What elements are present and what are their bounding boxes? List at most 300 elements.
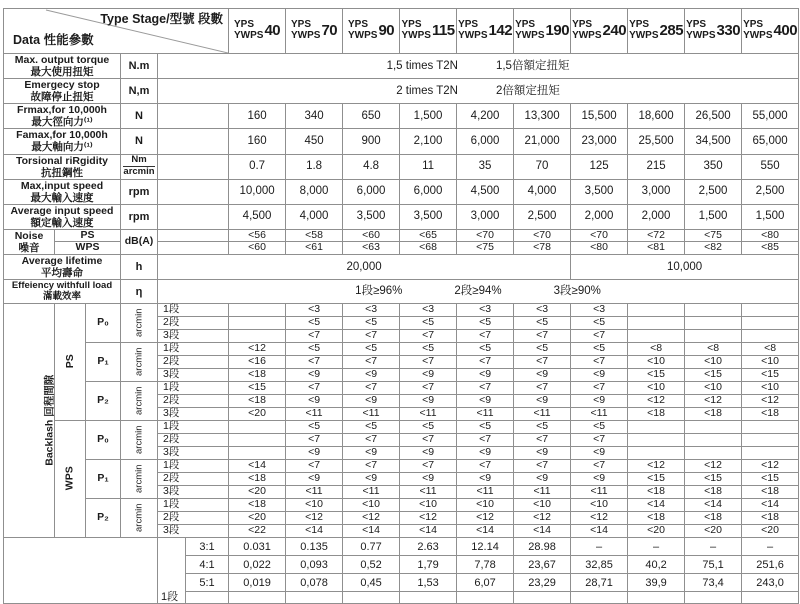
backlash-value: <8 xyxy=(628,343,685,356)
backlash-value xyxy=(628,447,685,460)
row-label-en: Frmax,for 10,000h xyxy=(17,104,107,117)
ratio-label xyxy=(186,592,229,604)
arcmin-unit-cell xyxy=(121,304,158,343)
spec-value: 3,000 xyxy=(457,204,514,229)
spec-value: 18,600 xyxy=(628,104,685,129)
row-label-en: Max. output torque xyxy=(14,54,110,66)
backlash-value: <12 xyxy=(742,460,799,473)
backlash-value: <7 xyxy=(286,460,343,473)
spec-value: 125 xyxy=(571,154,628,179)
arcmin-unit-cell xyxy=(121,421,158,460)
noise-value: <75 xyxy=(685,229,742,242)
backlash-value: <7 xyxy=(571,330,628,343)
backlash-value: <20 xyxy=(229,408,286,421)
backlash-value xyxy=(229,330,286,343)
backlash-value: <11 xyxy=(514,486,571,499)
backlash-value: <9 xyxy=(457,395,514,408)
backlash-value: <10 xyxy=(286,499,343,512)
backlash-value: <9 xyxy=(571,473,628,486)
backlash-value: <18 xyxy=(229,499,286,512)
spec-value: 35 xyxy=(457,154,514,179)
stage-label: 2段 xyxy=(158,395,229,408)
series-ywps: YWPS xyxy=(401,30,431,41)
spec-value: 23,000 xyxy=(571,129,628,154)
gap-cell xyxy=(158,129,229,154)
backlash-value: <7 xyxy=(571,382,628,395)
series-ywps: YWPS xyxy=(290,30,321,41)
backlash-value: <7 xyxy=(343,356,400,369)
spec-value: 21,000 xyxy=(514,129,571,154)
precision-class-label: P₀ xyxy=(86,421,121,460)
spec-value: 3,500 xyxy=(343,204,400,229)
backlash-value: <7 xyxy=(286,434,343,447)
stage-label: 1段 xyxy=(158,421,229,434)
noise-value: <63 xyxy=(343,242,400,255)
backlash-value xyxy=(628,317,685,330)
backlash-value: <20 xyxy=(229,512,286,525)
backlash-value: <7 xyxy=(514,382,571,395)
backlash-value: <10 xyxy=(343,499,400,512)
backlash-value xyxy=(229,434,286,447)
noise-label xyxy=(4,229,55,254)
backlash-section-label xyxy=(4,304,55,538)
backlash-value: <14 xyxy=(229,460,286,473)
value-zh: 1,5倍額定扭矩 xyxy=(495,59,570,72)
backlash-value xyxy=(685,317,742,330)
backlash-value: <10 xyxy=(742,356,799,369)
backlash-value: <12 xyxy=(457,512,514,525)
spec-value: 6,000 xyxy=(457,129,514,154)
arcmin-unit-cell xyxy=(121,460,158,499)
backlash-value: <9 xyxy=(343,473,400,486)
backlash-value: <11 xyxy=(400,486,457,499)
backlash-value xyxy=(685,447,742,460)
unit-fraction xyxy=(123,155,154,178)
group-vertical-label: WPS xyxy=(63,466,76,491)
value-zh: 2倍額定扭矩 xyxy=(495,84,560,97)
backlash-value: <3 xyxy=(571,304,628,317)
backlash-value: <7 xyxy=(457,356,514,369)
series-label xyxy=(686,20,715,42)
spec-value: 4,200 xyxy=(457,104,514,129)
unit-cell: N.m xyxy=(121,54,158,79)
arcmin-unit-cell xyxy=(121,343,158,382)
noise-value: <60 xyxy=(343,229,400,242)
stage-label: 1段 xyxy=(158,343,229,356)
arcmin-unit-cell xyxy=(121,382,158,421)
ratio-value: – xyxy=(685,538,742,556)
noise-label-zh: 噪音 xyxy=(18,241,40,254)
backlash-value: <9 xyxy=(514,447,571,460)
noise-value: <60 xyxy=(229,242,286,255)
ratio-value xyxy=(514,592,571,604)
backlash-value: <18 xyxy=(685,512,742,525)
stage-label: 1段 xyxy=(158,304,229,317)
backlash-value: <9 xyxy=(400,369,457,382)
unit-cell: N xyxy=(121,104,158,129)
backlash-value xyxy=(628,330,685,343)
backlash-value: <7 xyxy=(457,330,514,343)
noise-value: <80 xyxy=(742,229,799,242)
backlash-value xyxy=(742,434,799,447)
column-header-content xyxy=(400,20,456,42)
stage-label: 2段 xyxy=(158,434,229,447)
backlash-value xyxy=(229,317,286,330)
stage-label: 3段 xyxy=(158,330,229,343)
corner-type-stage-label: Type Stage/型號 段數 xyxy=(100,12,224,26)
backlash-value: <18 xyxy=(229,395,286,408)
gap-cell xyxy=(158,204,229,229)
noise-value: <75 xyxy=(457,242,514,255)
spec-value: 3,000 xyxy=(628,179,685,204)
column-header-content xyxy=(457,20,513,42)
series-yps: YPS xyxy=(686,19,707,31)
precision-class-label: P₁ xyxy=(86,460,121,499)
backlash-value xyxy=(685,304,742,317)
noise-value: <70 xyxy=(514,229,571,242)
backlash-value: <15 xyxy=(229,382,286,395)
backlash-value: <7 xyxy=(343,460,400,473)
backlash-value: <5 xyxy=(343,317,400,330)
noise-value: <68 xyxy=(400,242,457,255)
unit-cell: N xyxy=(121,129,158,154)
ratio-value: 39,9 xyxy=(628,574,685,592)
noise-sub-ps: PS xyxy=(55,229,121,242)
backlash-value xyxy=(742,330,799,343)
backlash-group-wps xyxy=(55,421,86,538)
backlash-value: <5 xyxy=(457,421,514,434)
spec-value: 6,000 xyxy=(400,179,457,204)
backlash-value: <10 xyxy=(628,382,685,395)
spec-value: 340 xyxy=(286,104,343,129)
backlash-value: <10 xyxy=(571,499,628,512)
backlash-value: <15 xyxy=(628,473,685,486)
spec-table xyxy=(3,8,799,604)
spec-value: 1.8 xyxy=(286,154,343,179)
backlash-value: <12 xyxy=(400,512,457,525)
spec-value: 65,000 xyxy=(742,129,799,154)
noise-value: <70 xyxy=(571,229,628,242)
spec-value: 26,500 xyxy=(685,104,742,129)
backlash-value: <7 xyxy=(400,434,457,447)
backlash-value xyxy=(685,330,742,343)
backlash-value: <11 xyxy=(343,408,400,421)
row-label xyxy=(4,54,121,79)
column-header-240 xyxy=(571,9,628,54)
table-row xyxy=(4,179,799,204)
backlash-value: <11 xyxy=(286,408,343,421)
table-row xyxy=(4,79,799,104)
gap-cell xyxy=(158,104,229,129)
series-ywps: YWPS xyxy=(233,30,264,41)
backlash-value: <11 xyxy=(286,486,343,499)
noise-value: <72 xyxy=(628,229,685,242)
table-row xyxy=(4,9,799,54)
ratio-value: 23,67 xyxy=(514,556,571,574)
noise-unit-cell: dB(A) xyxy=(121,229,158,254)
column-header-content xyxy=(514,20,570,42)
noise-label-en: Noise xyxy=(14,229,44,242)
backlash-value: <7 xyxy=(286,330,343,343)
row-label-en: Torsional riRgidity xyxy=(16,154,108,167)
ratio-value: – xyxy=(628,538,685,556)
row-label xyxy=(4,79,121,104)
ratio-value: 0,019 xyxy=(229,574,286,592)
size-number: 330 xyxy=(716,21,741,39)
ratio-value: 28,71 xyxy=(571,574,628,592)
backlash-value: <20 xyxy=(229,486,286,499)
backlash-value: <14 xyxy=(571,525,628,538)
arcmin-unit-cell xyxy=(121,499,158,538)
size-number: 400 xyxy=(773,21,798,39)
ratio-value: 73,4 xyxy=(685,574,742,592)
backlash-value: <5 xyxy=(343,343,400,356)
backlash-value: <14 xyxy=(685,499,742,512)
column-header-190 xyxy=(514,9,571,54)
row-label-zh: 最大輸入速度 xyxy=(30,191,94,204)
row-label xyxy=(4,154,121,179)
backlash-value: <3 xyxy=(514,304,571,317)
ratio-value: 251,6 xyxy=(742,556,799,574)
series-label xyxy=(629,20,658,42)
row-label-zh: 抗扭鋼性 xyxy=(41,166,83,179)
spec-value: 550 xyxy=(742,154,799,179)
spec-value: 6,000 xyxy=(343,179,400,204)
backlash-value: <3 xyxy=(286,304,343,317)
series-yps: YPS xyxy=(290,19,311,31)
backlash-value: <5 xyxy=(400,343,457,356)
spec-value: 1,500 xyxy=(742,204,799,229)
backlash-value: <7 xyxy=(457,434,514,447)
backlash-value: <7 xyxy=(514,330,571,343)
ratio-value xyxy=(685,592,742,604)
series-yps: YPS xyxy=(458,19,479,31)
backlash-value: <18 xyxy=(628,486,685,499)
table-row xyxy=(4,280,799,304)
ratio-value xyxy=(742,592,799,604)
precision-class-label: P₂ xyxy=(86,382,121,421)
backlash-value: <12 xyxy=(286,512,343,525)
group-vertical-label: PS xyxy=(63,354,76,369)
backlash-value: <10 xyxy=(685,356,742,369)
series-ywps: YWPS xyxy=(458,30,488,41)
unit-denominator: arcmin xyxy=(123,166,155,178)
backlash-value: <7 xyxy=(514,434,571,447)
gap-cell xyxy=(158,229,229,242)
series-ywps: YWPS xyxy=(347,30,378,41)
stage-label: 3段 xyxy=(158,408,229,421)
noise-value: <80 xyxy=(571,242,628,255)
series-label xyxy=(234,20,263,42)
backlash-value: <5 xyxy=(514,421,571,434)
backlash-value: <18 xyxy=(229,369,286,382)
backlash-value: <9 xyxy=(400,473,457,486)
size-number: 40 xyxy=(264,21,281,39)
noise-value: <61 xyxy=(286,242,343,255)
precision-class-label: P₂ xyxy=(86,499,121,538)
spec-value: 13,300 xyxy=(514,104,571,129)
series-label xyxy=(572,20,601,42)
backlash-value: <14 xyxy=(400,525,457,538)
row-label-en: Average input speed xyxy=(10,204,114,217)
unit-cell: rpm xyxy=(121,179,158,204)
gap-cell xyxy=(158,154,229,179)
backlash-value: <9 xyxy=(514,369,571,382)
backlash-value: <12 xyxy=(742,395,799,408)
table-corner-header xyxy=(4,9,229,54)
series-label xyxy=(743,20,772,42)
backlash-value: <5 xyxy=(457,343,514,356)
backlash-value: <15 xyxy=(685,473,742,486)
ratio-value: 0,078 xyxy=(286,574,343,592)
unit-cell: rpm xyxy=(121,204,158,229)
backlash-value: <12 xyxy=(229,343,286,356)
backlash-value xyxy=(685,421,742,434)
backlash-value: <9 xyxy=(400,447,457,460)
backlash-value xyxy=(685,434,742,447)
table-row xyxy=(4,54,799,79)
merged-value-cell xyxy=(158,54,799,79)
series-ywps: YWPS xyxy=(515,30,545,41)
value-en: 2 times T2N xyxy=(396,84,458,97)
ratio-section-left-cell xyxy=(4,538,158,604)
backlash-value: <7 xyxy=(457,460,514,473)
ratio-value: 75,1 xyxy=(685,556,742,574)
ratio-value xyxy=(400,592,457,604)
ratio-label: 4:1 xyxy=(186,556,229,574)
ratio-stage-cell xyxy=(158,538,186,604)
noise-value: <78 xyxy=(514,242,571,255)
backlash-value xyxy=(742,421,799,434)
ratio-value: 23,29 xyxy=(514,574,571,592)
column-header-content xyxy=(343,20,399,42)
backlash-value: <9 xyxy=(343,395,400,408)
spec-value: 4,500 xyxy=(457,179,514,204)
column-header-285 xyxy=(628,9,685,54)
backlash-value: <14 xyxy=(742,499,799,512)
series-yps: YPS xyxy=(743,19,764,31)
column-header-400 xyxy=(742,9,799,54)
backlash-value: <22 xyxy=(229,525,286,538)
ratio-value: 0,45 xyxy=(343,574,400,592)
backlash-value: <15 xyxy=(742,369,799,382)
efficiency-values xyxy=(158,285,798,298)
backlash-value: <5 xyxy=(343,421,400,434)
backlash-value: <20 xyxy=(742,525,799,538)
efficiency-stage2: 2段≥94% xyxy=(454,285,502,298)
stage-label: 3段 xyxy=(158,486,229,499)
size-number: 70 xyxy=(321,21,338,39)
backlash-value: <5 xyxy=(514,343,571,356)
spec-value: 34,500 xyxy=(685,129,742,154)
backlash-value: <18 xyxy=(742,512,799,525)
ratio-value: 28.98 xyxy=(514,538,571,556)
noise-value: <82 xyxy=(685,242,742,255)
unit-numerator: Nm xyxy=(123,155,154,167)
row-label-en: Famax,for 10,000h xyxy=(16,129,108,142)
backlash-value: <18 xyxy=(685,408,742,421)
backlash-value: <9 xyxy=(457,369,514,382)
backlash-value: <18 xyxy=(628,408,685,421)
ratio-value: 40,2 xyxy=(628,556,685,574)
backlash-value: <7 xyxy=(286,356,343,369)
ratio-value: 0.135 xyxy=(286,538,343,556)
backlash-value: <14 xyxy=(343,525,400,538)
arcmin-vertical-label: arcmin xyxy=(133,308,145,338)
efficiency-label xyxy=(4,280,121,304)
backlash-value: <7 xyxy=(571,356,628,369)
ratio-value xyxy=(571,592,628,604)
table-row xyxy=(4,129,799,154)
table-row xyxy=(4,460,799,473)
row-label-zh: 最大軸向力⁽¹⁾ xyxy=(31,141,93,154)
backlash-value: <10 xyxy=(400,499,457,512)
backlash-value: <8 xyxy=(685,343,742,356)
table-row xyxy=(4,421,799,434)
noise-value: <85 xyxy=(742,242,799,255)
spec-value: 15,500 xyxy=(571,104,628,129)
ratio-value: – xyxy=(742,538,799,556)
backlash-value: <12 xyxy=(628,395,685,408)
ratio-value: 0,093 xyxy=(286,556,343,574)
backlash-value: <14 xyxy=(628,499,685,512)
backlash-value: <9 xyxy=(457,447,514,460)
backlash-value: <9 xyxy=(286,447,343,460)
stage-label: 2段 xyxy=(158,512,229,525)
spec-value: 55,000 xyxy=(742,104,799,129)
spec-value: 25,500 xyxy=(628,129,685,154)
corner-data-label: Data 性能參數 xyxy=(13,33,94,48)
backlash-value: <7 xyxy=(343,434,400,447)
spec-value: 4,000 xyxy=(286,204,343,229)
table-row xyxy=(4,154,799,179)
backlash-value: <7 xyxy=(457,382,514,395)
stage-label: 2段 xyxy=(158,356,229,369)
table-row xyxy=(4,229,799,242)
noise-value: <56 xyxy=(229,229,286,242)
backlash-value: <5 xyxy=(571,317,628,330)
spec-value: 4,000 xyxy=(514,179,571,204)
spec-value: 900 xyxy=(343,129,400,154)
arcmin-vertical-label: arcmin xyxy=(133,503,145,533)
column-header-content xyxy=(685,20,741,42)
spec-value: 160 xyxy=(229,129,286,154)
backlash-value: <7 xyxy=(571,434,628,447)
series-label xyxy=(291,20,320,42)
backlash-value: <9 xyxy=(514,395,571,408)
series-ywps: YWPS xyxy=(743,30,773,41)
lifetime-unit-cell: h xyxy=(121,255,158,280)
backlash-value: <5 xyxy=(571,421,628,434)
backlash-value: <12 xyxy=(514,512,571,525)
backlash-value: <7 xyxy=(514,356,571,369)
spec-value: 2,500 xyxy=(514,204,571,229)
merged-value-cell xyxy=(158,79,799,104)
spec-value: 2,500 xyxy=(685,179,742,204)
series-label xyxy=(458,20,487,42)
backlash-value: <11 xyxy=(457,486,514,499)
ratio-value xyxy=(286,592,343,604)
backlash-value: <7 xyxy=(400,460,457,473)
size-number: 240 xyxy=(602,21,627,39)
lifetime-value-left: 20,000 xyxy=(158,255,571,280)
column-header-90 xyxy=(343,9,400,54)
stage-label: 1段 xyxy=(158,382,229,395)
backlash-value: <9 xyxy=(457,473,514,486)
row-label-zh: 故障停止扭矩 xyxy=(30,91,94,104)
backlash-value: <9 xyxy=(343,369,400,382)
series-yps: YPS xyxy=(401,19,422,31)
